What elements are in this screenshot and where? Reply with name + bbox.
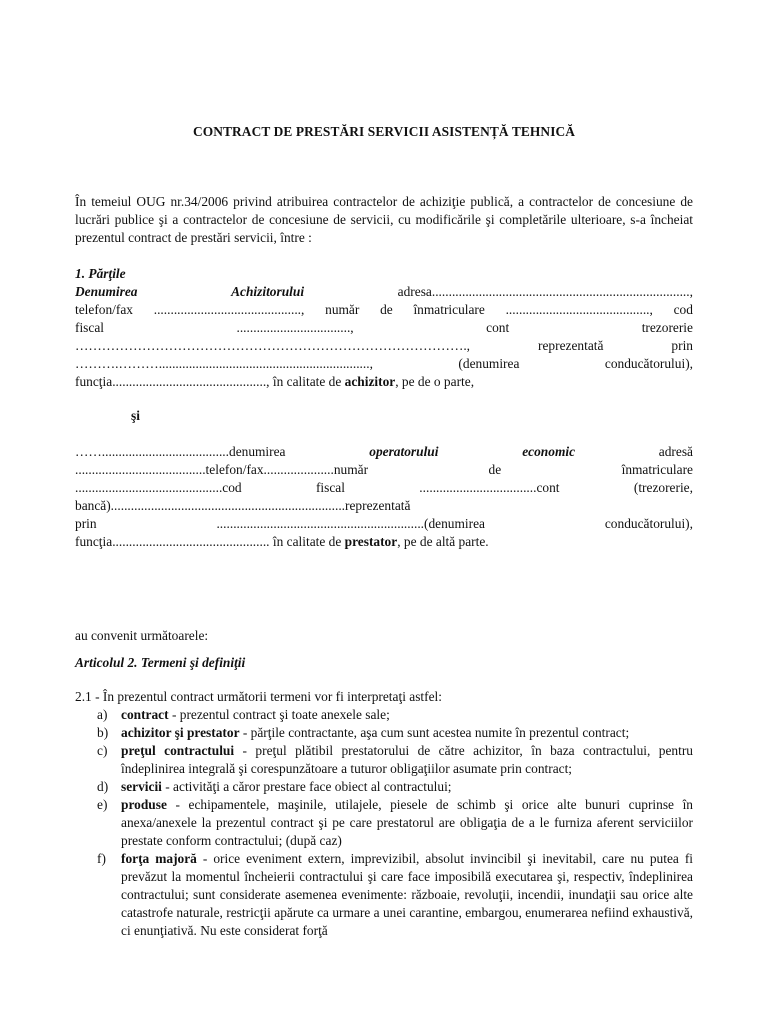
definition-item: [75, 706, 693, 724]
definition-marker: d): [97, 779, 109, 794]
definition-marker: c): [97, 743, 108, 758]
article-2-heading: Articolul 2. Termeni şi definiţii: [75, 655, 246, 670]
definition-term: servicii: [121, 779, 162, 794]
telefon-field: ............................................,: [153, 302, 305, 317]
prestator-denumirea-field: ..............................................................(denumirea: [216, 516, 485, 531]
economic-label: economic: [522, 444, 576, 459]
definition-term: forţa majoră: [121, 851, 197, 866]
reprezentata-label: reprezentată: [538, 338, 604, 353]
achizitor-line-1: [75, 283, 693, 301]
si-conjunction: şi: [131, 408, 140, 423]
definition-item: [75, 778, 693, 796]
de-label: de: [380, 302, 393, 317]
prestator-conducatorului-label: conducătorului),: [604, 516, 693, 531]
conducatorului-label: conducătorului),: [604, 356, 693, 371]
inmatriculare-field: ...........................................,: [505, 302, 653, 317]
achizitor-label-denumirea: Denumirea: [75, 284, 138, 299]
definition-marker: b): [97, 725, 109, 740]
prestator-line-6: [75, 533, 693, 551]
parte-text: , pe de o parte,: [395, 374, 475, 389]
intro-paragraph: În temeiul OUG nr.34/2006 privind atribuirea contractelor de achiziţie publică, a contractelor de concesiune de lucrări publice şi a contractelor de concesiune de servicii, cu modificările şi completările ulterioare, s-a încheiat prezentul contract de prestări servicii, între :: [75, 194, 693, 245]
prestator-de-label: de: [488, 462, 502, 477]
definition-term: produse: [121, 797, 167, 812]
definitions-list: [75, 706, 693, 940]
prestator-inmatriculare-label: înmatriculare: [621, 462, 693, 477]
inmatriculare-label: înmatriculare: [413, 302, 485, 317]
definition-marker: f): [97, 851, 106, 866]
achizitor-line-5: [75, 355, 693, 373]
definition-marker: e): [97, 797, 108, 812]
definition-item: [75, 724, 693, 742]
cod-label: cod: [673, 302, 693, 317]
prestator-line-1: [75, 443, 693, 461]
calitate-text: în calitate de: [269, 374, 345, 389]
achizitor-line-3: [75, 319, 693, 337]
definition-term: contract: [121, 707, 169, 722]
definition-text: - orice eveniment extern, imprevizibil, absolut invincibil şi inevitabil, care nu putea fi prevăzut la momentul încheierii contractului şi care face imposibilă executarea şi, respectiv, îndeplinirea contractului; sunt considerate asemenea evenimente: războaie, revoluţii, incendii, inundaţii sau orice alte catastrofe naturale, restricţii apărute ca urmare a unei carantine, embargou, enumerarea nefiind exhaustivă, ci enunţiativă. Nu este considerat forţă: [121, 851, 693, 938]
operatorului-label: operatorului: [369, 444, 439, 459]
definition-item: [75, 850, 693, 940]
prestator-telefon-field: .......................................telefon/fax.....................număr: [75, 462, 369, 477]
achizitor-adresa-field: adresa.............................................................................,: [397, 284, 693, 299]
prestator-functia-label: funcţia: [75, 534, 113, 549]
prestator-line-4: bancă)......................................................................reprezentată: [75, 498, 411, 513]
adresa-label: adresă: [658, 444, 693, 459]
prestator-denumirea: [75, 443, 286, 461]
prestator-calitate-text: în calitate de: [269, 534, 345, 549]
article-2-intro: 2.1 - În prezentul contract următorii termeni vor fi interpretaţi astfel:: [75, 689, 442, 704]
parties-section: [75, 265, 693, 391]
prestator-parte-text: , pe de altă parte.: [397, 534, 489, 549]
prestator-line-2: [75, 461, 693, 479]
achizitor-role: achizitor: [344, 374, 396, 389]
prestator-role: prestator: [344, 534, 398, 549]
document-title: CONTRACT DE PRESTĂRI SERVICII ASISTENȚĂ TEHNICĂ: [192, 124, 576, 139]
definition-text: - părţile contractante, aşa cum sunt acestea numite în prezentul contract;: [239, 725, 630, 740]
achizitor-label-achizitorului: Achizitorului: [231, 284, 305, 299]
article-2-body: [75, 688, 693, 940]
achizitor-line-2: [75, 301, 693, 319]
definition-text: - prezentul contract şi toate anexele sale;: [168, 707, 390, 722]
cont-field: …………………………………………………………………………….,: [75, 338, 471, 353]
achizitor-line-6: [75, 373, 693, 391]
prestator-trezorerie-label: (trezorerie,: [633, 480, 693, 495]
functia-label: funcţia: [75, 374, 113, 389]
telefon-label: telefon/fax: [75, 302, 133, 317]
prestator-line-5: [75, 515, 693, 533]
prestator-denumirea-field: ……......................................denumirea: [75, 444, 286, 459]
prestator-functia-field: ...............................................: [112, 534, 270, 549]
fiscal-field: ..................................,: [236, 320, 354, 335]
convenit-text: au convenit următoarele:: [75, 628, 209, 643]
definition-item: [75, 742, 693, 778]
definition-text: - activităţi a căror prestare face obiect al contractului;: [161, 779, 452, 794]
numar-label: număr: [325, 302, 360, 317]
prestator-line-3: [75, 479, 693, 497]
definition-marker: a): [97, 707, 108, 722]
cont-label: cont: [486, 320, 510, 335]
prestator-cont-field: ...................................cont: [419, 480, 560, 495]
trezorerie-label: trezorerie: [641, 320, 693, 335]
definition-text: - preţul plătibil prestatorului de către achizitor, în baza contractului, pentru îndeplinirea integrală şi corespunzătoare a tuturor obligaţiilor asumate prin contract;: [121, 743, 693, 776]
achizitor-line-4: [75, 337, 693, 355]
prestator-cod-field: ............................................cod: [75, 480, 242, 495]
prin-label: prin: [671, 338, 693, 353]
definition-item: [75, 796, 693, 850]
functia-field: ..............................................,: [112, 374, 270, 389]
parties-heading: 1. Părţile: [75, 266, 126, 281]
definition-term: achizitor şi prestator: [121, 725, 240, 740]
prestator-fiscal-label: fiscal: [315, 480, 345, 495]
prestator-prin-label: prin: [75, 516, 97, 531]
denumirea-label: (denumirea: [458, 356, 520, 371]
prestator-section: [75, 443, 693, 551]
definition-text: - echipamentele, maşinile, utilajele, piesele de schimb şi orice alte bunuri cuprinse în anexa/anexele la prezentul contract şi pe care prestatorul are obligaţia de a le furniza aferent serviciilor prestate conform contractului; (după caz): [121, 797, 693, 848]
fiscal-label: fiscal: [75, 320, 104, 335]
definition-term: preţul contractului: [121, 743, 235, 758]
conducator-field: ……….………...............................................................,: [75, 356, 373, 371]
